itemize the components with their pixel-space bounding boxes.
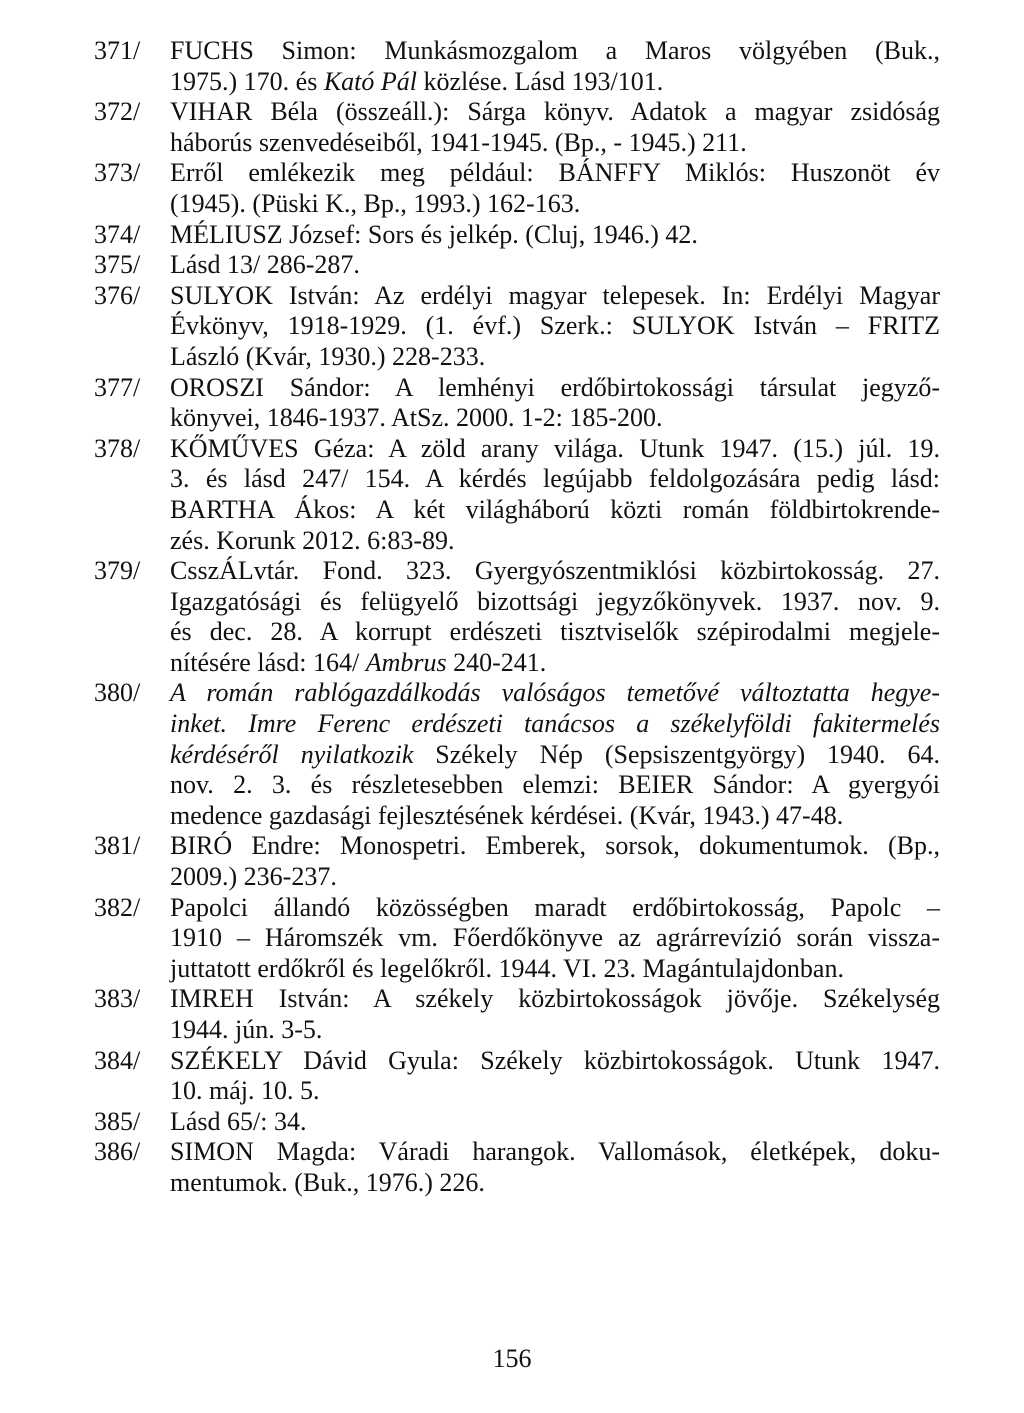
footnote-number: 378/ xyxy=(94,433,141,463)
footnote-line xyxy=(170,893,940,924)
text-run: BARTHA Ákos: A két világháború közti román földbirtokrende- xyxy=(170,494,940,524)
footnote-number: 384/ xyxy=(94,1045,141,1075)
text-run: 3. és lásd 247/ 154. A kérdés legújabb feldolgozására pedig lásd: xyxy=(170,464,940,494)
text-run: FUCHS Simon: Munkásmozgalom a Maros völgyében (Buk., xyxy=(170,36,940,65)
footnote-text xyxy=(170,984,940,1045)
footnote xyxy=(94,1046,940,1107)
footnote-number: 380/ xyxy=(94,678,141,708)
footnote-text xyxy=(170,250,940,281)
italic-text: Ambrus xyxy=(365,647,447,677)
footnote-number: 382/ xyxy=(94,892,141,922)
footnote-line xyxy=(170,373,940,404)
footnote-number: 379/ xyxy=(94,556,141,586)
footnote-text xyxy=(170,220,940,251)
footnote xyxy=(94,893,940,985)
footnote-line xyxy=(170,403,940,434)
text-run: 1910 – Háromszék vm. Főerdőkönyve az agrárrevízió során vissza- xyxy=(170,923,940,953)
footnote-text xyxy=(170,434,940,556)
footnote-line xyxy=(170,740,940,771)
text-run: KŐMŰVES Géza: A zöld arany világa. Utunk 1947. (15.) júl. 19. xyxy=(170,433,940,463)
footnote-text xyxy=(170,158,940,219)
text-run: BIRÓ Endre: Monospetri. Emberek, sorsok, dokumentumok. (Bp., xyxy=(170,831,940,861)
text-run: medence gazdasági fejlesztésének kérdései. (Kvár, 1943.) 47-48. xyxy=(170,800,844,830)
text-run: OROSZI Sándor: A lemhényi erdőbirtokossági társulat jegyző- xyxy=(170,372,940,402)
footnote xyxy=(94,97,940,158)
footnote-list xyxy=(94,36,940,1199)
footnote-line xyxy=(170,250,940,281)
footnote-text xyxy=(170,97,940,158)
footnote-number: 385/ xyxy=(94,1106,141,1136)
footnote-line xyxy=(170,342,940,373)
footnote-line xyxy=(170,464,940,495)
text-run: 240-241. xyxy=(446,647,547,677)
footnote-number: 375/ xyxy=(94,250,141,280)
text-run: 1944. jún. 3-5. xyxy=(170,1015,323,1044)
footnote-number: 374/ xyxy=(94,219,141,249)
footnote-line xyxy=(170,1107,940,1138)
text-run: CsszÁLvtár. Fond. 323. Gyergyószentmiklósi közbirtokosság. 27. xyxy=(170,556,940,586)
footnote xyxy=(94,434,940,556)
text-run: Erről emlékezik meg például: BÁNFFY Miklós: Huszonöt év xyxy=(170,158,940,188)
text-run: Évkönyv, 1918-1929. (1. évf.) Szerk.: SULYOK István – FRITZ xyxy=(170,311,940,341)
text-run: SZÉKELY Dávid Gyula: Székely közbirtokosságok. Utunk 1947. xyxy=(170,1045,940,1075)
text-run: zés. Korunk 2012. 6:83-89. xyxy=(170,525,455,555)
page-number: 156 xyxy=(492,1344,532,1373)
footnote xyxy=(94,1107,940,1138)
text-run: 2009.) 236-237. xyxy=(170,862,337,892)
footnote-text xyxy=(170,1107,940,1138)
footnote xyxy=(94,1137,940,1198)
footnote xyxy=(94,556,940,678)
text-run: SIMON Magda: Váradi harangok. Vallomások, életképek, doku- xyxy=(170,1137,940,1167)
footnote xyxy=(94,220,940,251)
text-run: MÉLIUSZ József: Sors és jelkép. (Cluj, 1946.) 42. xyxy=(170,219,698,249)
italic-text: A román rablógazdálkodás valóságos temetővé változtatta hegye- xyxy=(170,678,940,708)
footnote-line xyxy=(170,311,940,342)
footnote-line xyxy=(170,801,940,832)
footnote-text xyxy=(170,831,940,892)
footnote-line xyxy=(170,1137,940,1168)
footnote xyxy=(94,158,940,219)
text-run: Lásd 65/: 34. xyxy=(170,1106,307,1136)
text-run: 10. máj. 10. 5. xyxy=(170,1076,320,1106)
footnote xyxy=(94,36,940,97)
text-run: IMREH István: A székely közbirtokosságok jövője. Székelység xyxy=(170,984,940,1014)
footnote-line xyxy=(170,67,940,98)
text-run: nov. 2. 3. és részletesebben elemzi: BEIER Sándor: A gyergyói xyxy=(170,770,940,800)
footnote-number: 377/ xyxy=(94,372,141,402)
footnote-line xyxy=(170,97,940,128)
footnote-line xyxy=(170,648,940,679)
footnote-number: 383/ xyxy=(94,984,141,1014)
footnote-line xyxy=(170,678,940,709)
footnote-text xyxy=(170,893,940,985)
footnote-line xyxy=(170,434,940,465)
footnote-line xyxy=(170,709,940,740)
footnote xyxy=(94,250,940,281)
text-run: Székely Nép (Sepsiszentgyörgy) 1940. 64. xyxy=(413,739,941,769)
footnote-line xyxy=(170,556,940,587)
footnote-line xyxy=(170,770,940,801)
footnote-line xyxy=(170,587,940,618)
footnote-text xyxy=(170,1046,940,1107)
footnote xyxy=(94,831,940,892)
footnote xyxy=(94,373,940,434)
text-run: mentumok. (Buk., 1976.) 226. xyxy=(170,1167,485,1197)
footnote-text xyxy=(170,36,940,97)
footnote-text xyxy=(170,556,940,678)
text-run: nítésére lásd: 164/ xyxy=(170,647,366,677)
footnote-line xyxy=(170,1076,940,1107)
text-run: Papolci állandó közösségben maradt erdőbirtokosság, Papolc – xyxy=(170,892,940,922)
text-run: és dec. 28. A korrupt erdészeti tisztviselők szépirodalmi megjele- xyxy=(170,617,940,647)
text-run: juttatott erdőkről és legelőkről. 1944. VI. 23. Magántulajdonban. xyxy=(170,953,844,983)
footnote-line xyxy=(170,281,940,312)
text-run: Lásd 13/ 286-287. xyxy=(170,250,360,280)
footnote-line xyxy=(170,526,940,557)
text-run: 1975.) 170. és xyxy=(170,66,324,96)
text-run: közlése. Lásd 193/101. xyxy=(417,66,664,96)
footnote-line xyxy=(170,1015,940,1046)
footnote-text xyxy=(170,678,940,831)
text-run: háborús szenvedéseiből, 1941-1945. (Bp., - 1945.) 211. xyxy=(170,127,747,157)
footnote-line xyxy=(170,862,940,893)
footnote-number: 381/ xyxy=(94,831,141,861)
footnote-text xyxy=(170,281,940,373)
footnote-text xyxy=(170,373,940,434)
footnote-line xyxy=(170,954,940,985)
footnote-text xyxy=(170,1137,940,1198)
footnote-line xyxy=(170,831,940,862)
footnote-number: 372/ xyxy=(94,97,141,127)
footnote xyxy=(94,678,940,831)
footnote-line xyxy=(170,220,940,251)
footnote-number: 371/ xyxy=(94,36,141,65)
text-run: könyvei, 1846-1937. AtSz. 2000. 1-2: 185-200. xyxy=(170,403,663,433)
text-run: Igazgatósági és felügyelő bizottsági jegyzőkönyvek. 1937. nov. 9. xyxy=(170,586,940,616)
footnote-line xyxy=(170,36,940,67)
footnote-line xyxy=(170,923,940,954)
footnote-number: 376/ xyxy=(94,280,141,310)
footnote-line xyxy=(170,984,940,1015)
italic-text: Kató Pál xyxy=(323,66,417,96)
footnote-number: 386/ xyxy=(94,1137,141,1167)
text-run: SULYOK István: Az erdélyi magyar telepesek. In: Erdélyi Magyar xyxy=(170,280,940,310)
text-run: László (Kvár, 1930.) 228-233. xyxy=(170,341,486,371)
footnote-line xyxy=(170,189,940,220)
italic-text: kérdéséről nyilatkozik xyxy=(170,739,414,769)
footnote-line xyxy=(170,617,940,648)
footnote-line xyxy=(170,158,940,189)
text-run: VIHAR Béla (összeáll.): Sárga könyv. Adatok a magyar zsidóság xyxy=(170,97,940,127)
footnote xyxy=(94,984,940,1045)
footnote xyxy=(94,281,940,373)
footnote-line xyxy=(170,1046,940,1077)
footnote-line xyxy=(170,495,940,526)
text-run: (1945). (Püski K., Bp., 1993.) 162-163. xyxy=(170,188,581,218)
italic-text: inket. Imre Ferenc erdészeti tanácsos a székelyföldi fakitermelés xyxy=(170,709,940,739)
footnote-number: 373/ xyxy=(94,158,141,188)
footnote-line xyxy=(170,128,940,159)
footnote-line xyxy=(170,1168,940,1199)
